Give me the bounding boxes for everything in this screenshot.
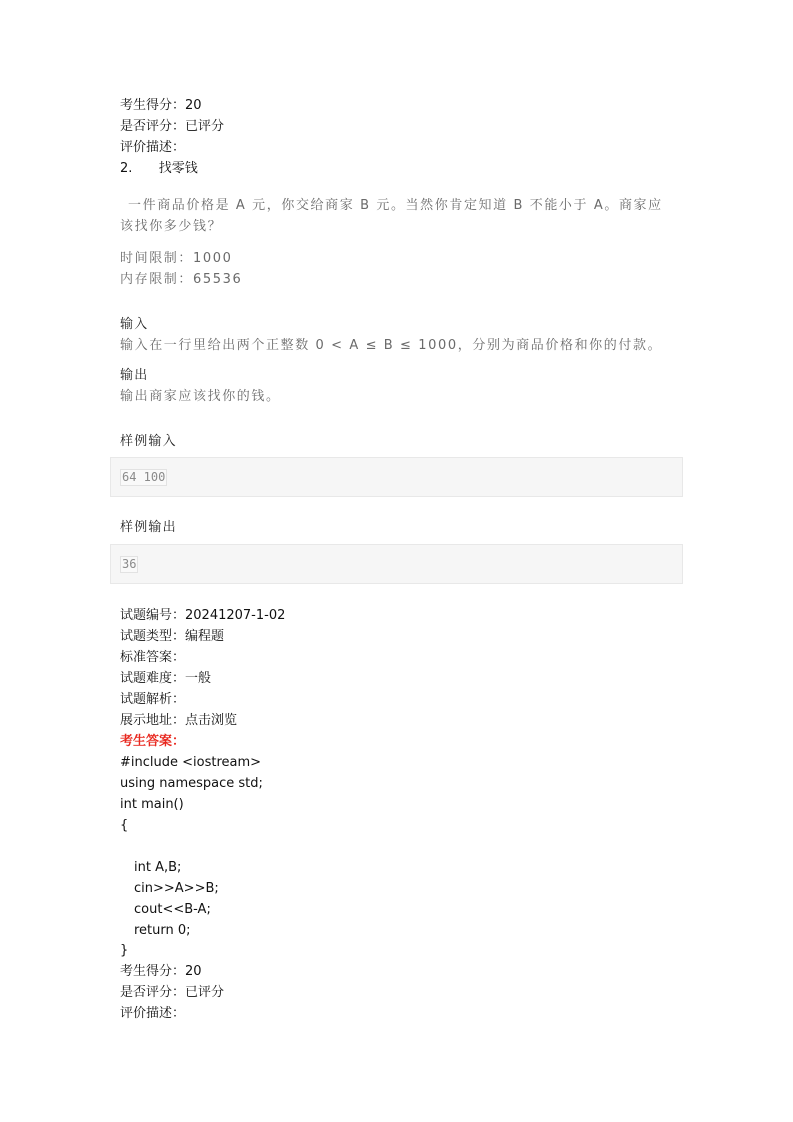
code-line-4: { [120, 818, 129, 833]
sample-input-heading: 样例输入 [120, 434, 177, 449]
code-line-3: int main() [120, 797, 184, 812]
memory-limit: 内存限制：65536 [120, 272, 243, 287]
sample-output-heading: 样例输出 [120, 520, 177, 535]
question-number: 2. [120, 161, 133, 176]
question-title: 找零钱 [158, 161, 198, 176]
question-type: 试题类型：编程题 [120, 629, 225, 644]
time-limit: 时间限制：1000 [120, 251, 233, 266]
top-comment: 评价描述： [120, 140, 186, 155]
code-line-1: #include <iostream> [120, 755, 262, 770]
top-score: 考生得分：20 [120, 98, 202, 113]
bottom-comment: 评价描述： [120, 1006, 186, 1021]
question-desc-line1: 一件商品价格是 A 元，你交给商家 B 元。当然你肯定知道 B 不能小于 A。商家应 [128, 198, 663, 213]
code-line-6: cin>>A>>B; [134, 881, 219, 896]
output-heading: 输出 [120, 368, 149, 383]
code-line-9: } [120, 943, 129, 958]
top-graded: 是否评分：已评分 [120, 119, 225, 134]
question-desc-line2: 该找你多少钱？ [120, 219, 223, 234]
code-line-5: int A,B; [134, 860, 182, 875]
output-desc: 输出商家应该找你的钱。 [120, 389, 281, 404]
sample-output-box [110, 544, 683, 584]
question-heading [120, 159, 198, 179]
student-answer-label: 考生答案： [120, 734, 186, 749]
input-heading: 输入 [120, 317, 149, 332]
bottom-graded: 是否评分：已评分 [120, 985, 225, 1000]
question-difficulty: 试题难度：一般 [120, 671, 212, 686]
bottom-score: 考生得分：20 [120, 964, 202, 979]
sample-input-box [110, 457, 683, 497]
code-line-7: cout<<B-A; [134, 902, 211, 917]
sample-output-code: 36 [122, 557, 137, 571]
code-line-8: return 0; [134, 923, 191, 938]
sample-input-code: 64 100 [122, 470, 166, 484]
question-analysis: 试题解析： [120, 692, 186, 707]
display-address[interactable]: 展示地址：点击浏览 [120, 713, 238, 728]
code-line-2: using namespace std; [120, 776, 263, 791]
standard-answer: 标准答案： [120, 650, 186, 665]
question-id: 试题编号：20241207-1-02 [120, 608, 286, 623]
input-desc: 输入在一行里给出两个正整数 0 < A ≤ B ≤ 1000，分别为商品价格和你的付款。 [120, 338, 663, 353]
